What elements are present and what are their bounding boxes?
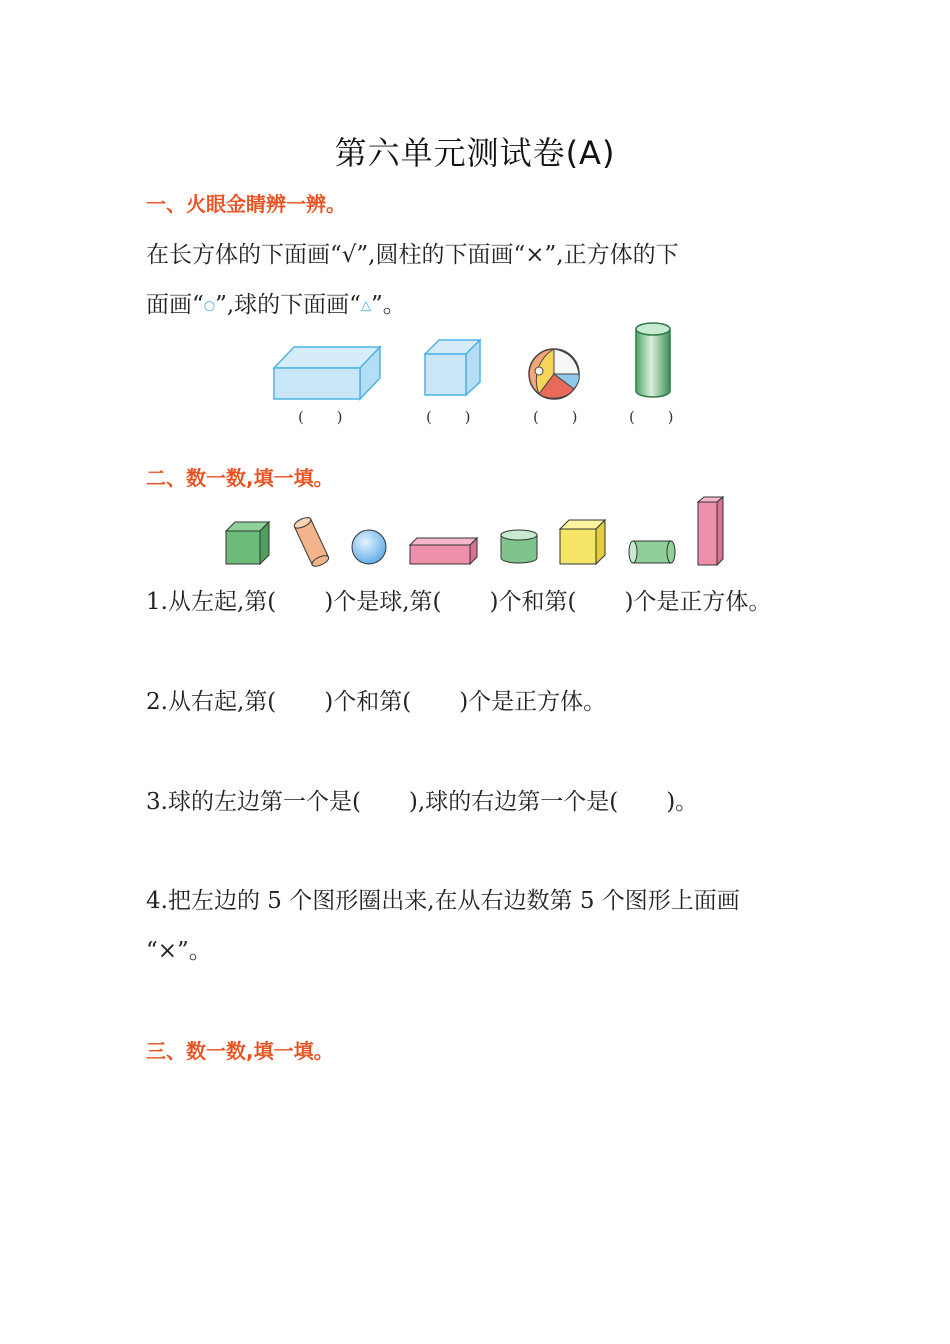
instruction-text: ”。 <box>370 292 406 318</box>
answer-bracket[interactable]: ( ) <box>426 408 485 426</box>
cuboid-icon <box>408 536 480 566</box>
ball-icon <box>527 347 581 401</box>
question-text: )个是球,第( <box>324 589 442 615</box>
cube-icon <box>224 520 272 566</box>
question-text: )个是正方体。 <box>624 589 772 615</box>
question-text: )个是正方体。 <box>459 689 607 715</box>
question-text: )。 <box>666 789 699 815</box>
cuboid-icon <box>696 495 726 567</box>
cylinder-icon <box>498 528 540 566</box>
question-4-line2: “×”。 <box>146 938 212 964</box>
question-text: 2.从右起,第( <box>146 689 277 715</box>
circle-mark-icon: ○ <box>203 298 216 314</box>
page-title: 第六单元测试卷(A) <box>334 134 616 172</box>
cuboid-icon <box>270 343 385 403</box>
section-1-instruction-line1: 在长方体的下面画“√”,圆柱的下面画“×”,正方体的下 <box>146 242 679 268</box>
cube-icon <box>558 518 608 566</box>
question-1 <box>146 583 771 616</box>
question-text: 3.球的左边第一个是( <box>146 789 361 815</box>
question-4-line1: 4.把左边的 5 个图形圈出来,在从右边数第 5 个图形上面画 <box>146 888 740 914</box>
sphere-icon <box>350 528 388 566</box>
cylinder-icon <box>633 321 673 399</box>
cylinder-icon <box>290 515 332 567</box>
triangle-mark-icon: △ <box>360 298 371 314</box>
cube-icon <box>422 337 484 399</box>
question-text: 1.从左起,第( <box>146 589 277 615</box>
section-1-instruction-line2 <box>146 286 406 319</box>
question-text: ),球的右边第一个是( <box>408 789 619 815</box>
answer-bracket[interactable]: ( ) <box>629 408 688 426</box>
answer-bracket[interactable]: ( ) <box>298 408 357 426</box>
section-1-heading: 一、火眼金睛辨一辨。 <box>146 192 346 216</box>
instruction-text: ”,球的下面画“ <box>215 292 361 318</box>
answer-bracket[interactable]: ( ) <box>533 408 592 426</box>
instruction-text: 面画“ <box>146 292 204 318</box>
question-3 <box>146 783 698 816</box>
question-text: )个和第( <box>489 589 577 615</box>
question-2 <box>146 683 606 716</box>
section-2-heading: 二、数一数,填一填。 <box>146 466 334 490</box>
cylinder-icon <box>627 538 677 566</box>
question-text: )个和第( <box>324 689 412 715</box>
section-3-heading: 三、数一数,填一填。 <box>146 1039 334 1063</box>
